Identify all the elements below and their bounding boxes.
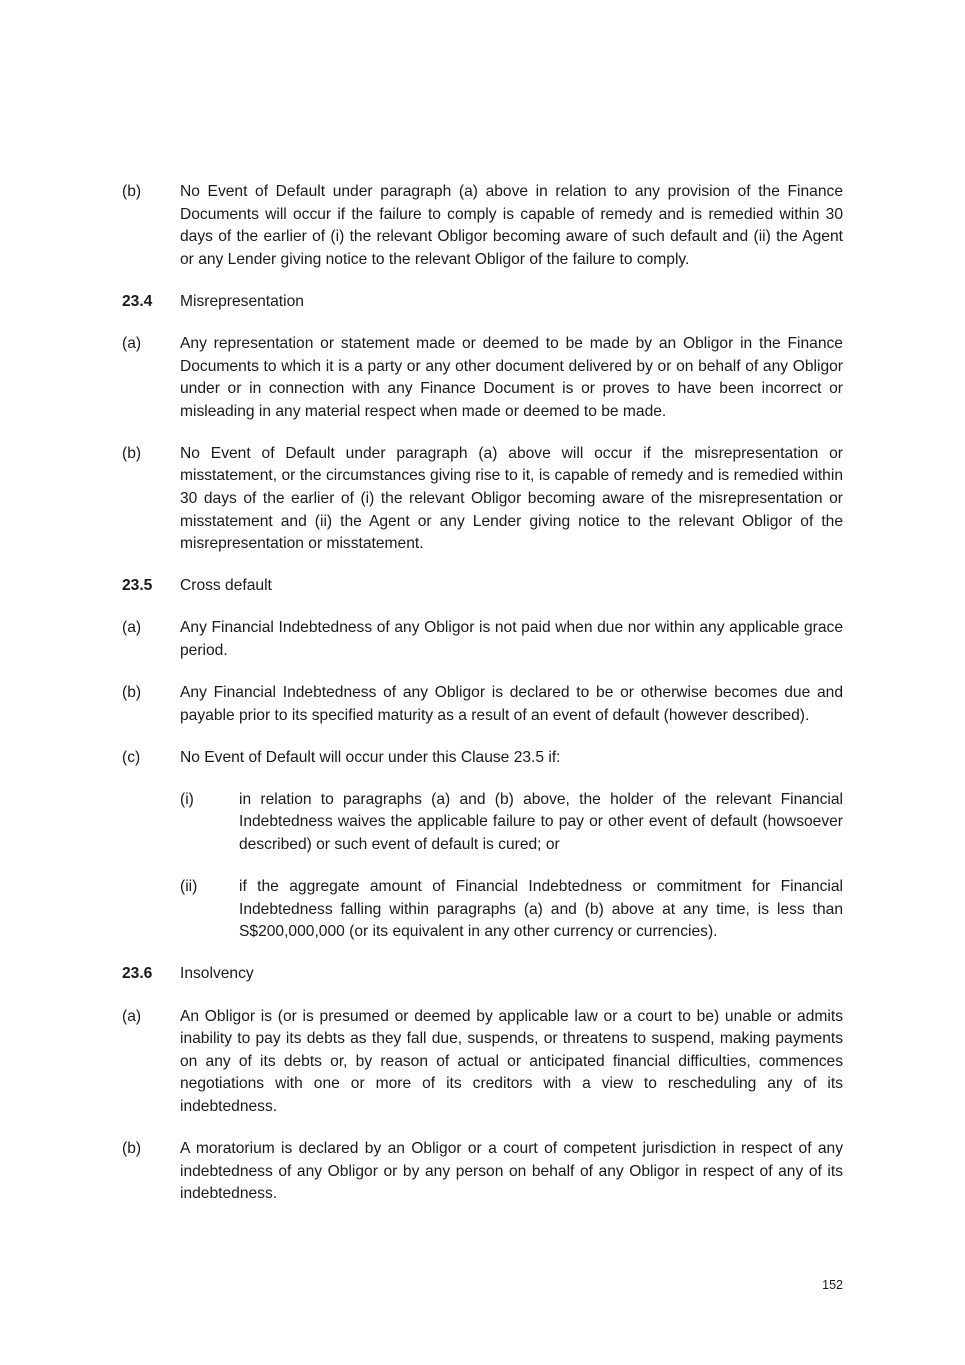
paragraph-label: (a) [122, 619, 142, 637]
subparagraph-23-5-c-i [122, 789, 843, 857]
subparagraph-text: if the aggregate amount of Financial Indebtedness or commitment for Financial Indebtedness falling within paragraphs (a) and (b) above at any time, is less than S$200,000,000 (or its equivalent in any other currency or currencies). [239, 878, 843, 941]
paragraph-text: No Event of Default under paragraph (a) above in relation to any provision of the Finance Documents will occur if the failure to comply is capable of remedy and is remedied within 30 days of the earlier of (i) the relevant Obligor becoming aware of such default and (ii) the Agent or any Lender giving notice to the relevant Obligor of the failure to comply. [180, 183, 843, 268]
paragraph-text: No Event of Default will occur under this Clause 23.5 if: [180, 748, 561, 766]
paragraph-23-4-a [122, 333, 843, 423]
paragraph-text: An Obligor is (or is presumed or deemed by applicable law or a court to be) unable or admits inability to pay its debts as they fall due, suspends, or threatens to suspend, making payments on any of its debts or, by reason of actual or anticipated financial difficulties, commences negotiations with one or more of its creditors with a view to rescheduling any of its indebtedness. [180, 1007, 843, 1115]
paragraph-23-5-b [122, 682, 843, 727]
paragraph-text: A moratorium is declared by an Obligor or a court of competent jurisdiction in respect of any indebtedness of any Obligor or by any person on behalf of any Obligor in respect of any of its indebtedness. [180, 1140, 843, 1203]
paragraph-label: (a) [122, 334, 142, 352]
clause-heading-23-6 [122, 963, 843, 986]
paragraph-label: (b) [122, 444, 142, 462]
page-number: 152 [822, 1278, 843, 1292]
paragraph-text: Any representation or statement made or deemed to be made by an Obligor in the Finance Documents to which it is a party or any other document delivered by or on behalf of any Obligor under or in connection with any Finance Document is or proves to have been incorrect or misleading in any material respect when made or deemed to be made. [180, 334, 843, 420]
paragraph-23-5-c [122, 747, 843, 770]
paragraph-23-3-b [122, 181, 843, 271]
paragraph-label: (a) [122, 1007, 142, 1025]
clause-number: 23.4 [122, 292, 153, 310]
paragraph-23-4-b [122, 443, 843, 556]
clause-heading-23-5 [122, 575, 843, 598]
document-body [122, 181, 843, 1225]
clause-title: Misrepresentation [180, 292, 304, 310]
paragraph-label: (b) [122, 1140, 142, 1157]
paragraph-text: Any Financial Indebtedness of any Obligor is not paid when due nor within any applicable grace period. [180, 619, 843, 659]
clause-title: Cross default [180, 577, 272, 595]
paragraph-23-5-a [122, 617, 843, 662]
clause-title: Insolvency [180, 965, 254, 983]
subparagraph-label: (ii) [180, 878, 198, 896]
paragraph-label: (b) [122, 183, 142, 200]
paragraph-text: No Event of Default under paragraph (a) above will occur if the misrepresentation or misstatement, or the circumstances giving rise to it, is capable of remedy and is remedied within 30 days of the earlier of (i) the relevant Obligor becoming aware of the misrepresentation or misstatement and (ii) the Agent or any Lender giving notice to the relevant Obligor of the misrepresentation or misstatement. [180, 444, 843, 553]
paragraph-23-6-b [122, 1138, 843, 1206]
paragraph-label: (c) [122, 748, 141, 766]
clause-number: 23.6 [122, 965, 153, 983]
paragraph-text: Any Financial Indebtedness of any Obligor is declared to be or otherwise becomes due and payable prior to its specified maturity as a result of an event of default (however described). [180, 684, 843, 724]
clause-number: 23.5 [122, 577, 153, 595]
subparagraph-label: (i) [180, 790, 194, 808]
paragraph-23-6-a [122, 1006, 843, 1119]
paragraph-label: (b) [122, 684, 142, 702]
subparagraph-23-5-c-ii [122, 876, 843, 944]
clause-heading-23-4 [122, 291, 843, 314]
subparagraph-text: in relation to paragraphs (a) and (b) above, the holder of the relevant Financial Indebtedness waives the applicable failure to pay or other event of default (howsoever described) or such event of default is cured; or [239, 790, 843, 854]
